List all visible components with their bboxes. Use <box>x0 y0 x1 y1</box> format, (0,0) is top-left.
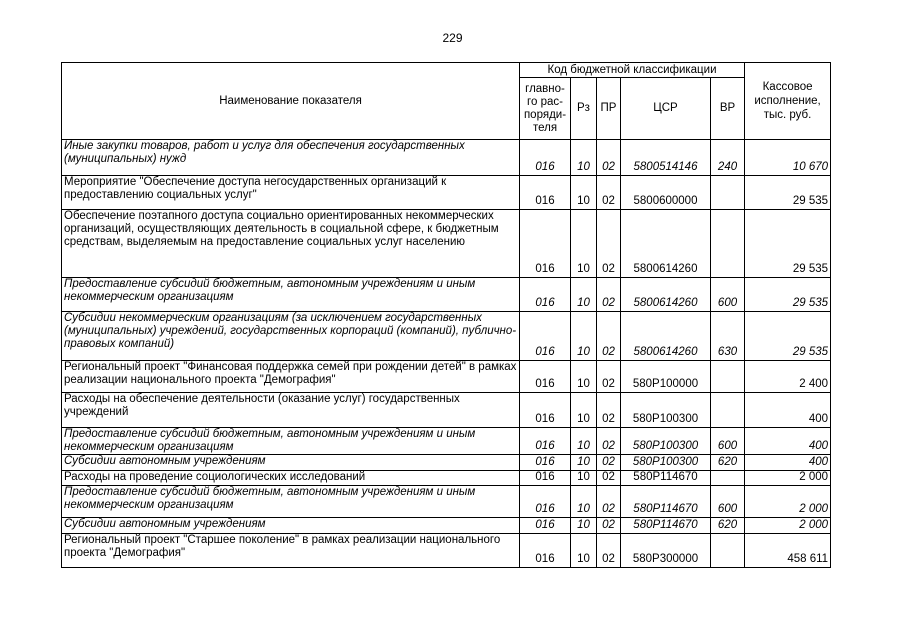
row-rz: 10 <box>571 210 597 278</box>
table-row <box>62 534 831 568</box>
row-pr: 02 <box>597 455 621 471</box>
table-row <box>62 210 831 278</box>
header-budget-code: Код бюджетной классификации <box>520 63 745 78</box>
page-number: 229 <box>442 31 463 45</box>
row-sum: 29 535 <box>745 278 831 312</box>
row-vr <box>711 210 745 278</box>
row-pr: 02 <box>597 278 621 312</box>
row-glavn: 016 <box>520 312 571 361</box>
row-name: Мероприятие "Обеспечение доступа негосударственных организаций к предоставлению социальных услуг" <box>62 176 520 210</box>
table-row <box>62 428 831 455</box>
row-vr: 630 <box>711 312 745 361</box>
row-pr: 02 <box>597 176 621 210</box>
table-body <box>62 140 831 568</box>
row-pr: 02 <box>597 534 621 568</box>
row-vr: 600 <box>711 278 745 312</box>
row-name: Региональный проект "Финансовая поддержка семей при рождении детей" в рамках реализации национального проекта "Демография" <box>62 361 520 393</box>
row-sum: 2 000 <box>745 471 831 486</box>
table-row <box>62 455 831 471</box>
row-rz: 10 <box>571 471 597 486</box>
row-vr: 620 <box>711 518 745 534</box>
row-csr: 580P100300 <box>621 428 711 455</box>
row-vr: 240 <box>711 140 745 176</box>
row-name: Предоставление субсидий бюджетным, автономным учреждениям и иным некоммерческим организациям <box>62 486 520 518</box>
row-glavn: 016 <box>520 486 571 518</box>
row-glavn: 016 <box>520 471 571 486</box>
row-glavn: 016 <box>520 140 571 176</box>
row-vr <box>711 393 745 428</box>
row-glavn: 016 <box>520 176 571 210</box>
row-rz: 10 <box>571 455 597 471</box>
row-glavn: 016 <box>520 210 571 278</box>
row-csr: 580P100300 <box>621 455 711 471</box>
row-vr <box>711 471 745 486</box>
row-rz: 10 <box>571 312 597 361</box>
row-vr <box>711 176 745 210</box>
row-pr: 02 <box>597 210 621 278</box>
row-name: Расходы на проведение социологических исследований <box>62 471 520 486</box>
header-glavn: главно- го рас- поряди- теля <box>520 78 571 140</box>
table-row <box>62 278 831 312</box>
row-name: Региональный проект "Старшее поколение" в рамках реализации национального проекта "Демография" <box>62 534 520 568</box>
table-row <box>62 518 831 534</box>
row-sum: 2 400 <box>745 361 831 393</box>
row-sum: 10 670 <box>745 140 831 176</box>
row-rz: 10 <box>571 176 597 210</box>
header-sum: Кассовое исполнение, тыс. руб. <box>745 63 831 140</box>
row-pr: 02 <box>597 361 621 393</box>
row-csr: 580P100000 <box>621 361 711 393</box>
row-csr: 580P114670 <box>621 518 711 534</box>
row-name: Обеспечение поэтапного доступа социально ориентированных некоммерческих организаций, осуществляющих деятельность в социальной сфере, к бюджетным средствам, выделяемым на предоставление социальных услуг населению <box>62 210 520 278</box>
row-pr: 02 <box>597 428 621 455</box>
row-vr: 620 <box>711 455 745 471</box>
row-glavn: 016 <box>520 455 571 471</box>
row-sum: 400 <box>745 428 831 455</box>
row-vr <box>711 361 745 393</box>
header-rz: Рз <box>571 78 597 140</box>
row-glavn: 016 <box>520 393 571 428</box>
row-rz: 10 <box>571 361 597 393</box>
row-pr: 02 <box>597 140 621 176</box>
row-sum: 2 000 <box>745 518 831 534</box>
row-pr: 02 <box>597 471 621 486</box>
table-row <box>62 312 831 361</box>
table-row <box>62 361 831 393</box>
row-sum: 400 <box>745 393 831 428</box>
row-name: Субсидии автономным учреждениям <box>62 518 520 534</box>
row-rz: 10 <box>571 278 597 312</box>
row-name: Предоставление субсидий бюджетным, автономным учреждениям и иным некоммерческим организациям <box>62 428 520 455</box>
table-row <box>62 140 831 176</box>
row-pr: 02 <box>597 486 621 518</box>
header-name: Наименование показателя <box>62 63 520 140</box>
row-csr: 580P300000 <box>621 534 711 568</box>
row-rz: 10 <box>571 428 597 455</box>
row-pr: 02 <box>597 518 621 534</box>
row-csr: 5800614260 <box>621 312 711 361</box>
row-sum: 29 535 <box>745 176 831 210</box>
header-pr: ПР <box>597 78 621 140</box>
row-glavn: 016 <box>520 278 571 312</box>
row-csr: 5800614260 <box>621 278 711 312</box>
table-row <box>62 486 831 518</box>
header-vr: ВР <box>711 78 745 140</box>
row-rz: 10 <box>571 140 597 176</box>
row-vr <box>711 534 745 568</box>
row-sum: 29 535 <box>745 210 831 278</box>
table-row <box>62 471 831 486</box>
table-row <box>62 393 831 428</box>
row-pr: 02 <box>597 393 621 428</box>
row-csr: 580P100300 <box>621 393 711 428</box>
row-glavn: 016 <box>520 361 571 393</box>
row-name: Субсидии некоммерческим организациям (за исключением государственных (муниципальных) учреждений, государственных корпораций (компаний), публично-правовых компаний) <box>62 312 520 361</box>
row-name: Предоставление субсидий бюджетным, автономным учреждениям и иным некоммерческим организациям <box>62 278 520 312</box>
row-csr: 5800614260 <box>621 210 711 278</box>
row-rz: 10 <box>571 534 597 568</box>
row-name: Расходы на обеспечение деятельности (оказание услуг) государственных учреждений <box>62 393 520 428</box>
header-csr: ЦСР <box>621 78 711 140</box>
row-sum: 2 000 <box>745 486 831 518</box>
row-sum: 400 <box>745 455 831 471</box>
row-glavn: 016 <box>520 428 571 455</box>
row-rz: 10 <box>571 486 597 518</box>
row-sum: 29 535 <box>745 312 831 361</box>
row-vr: 600 <box>711 486 745 518</box>
row-sum: 458 611 <box>745 534 831 568</box>
row-csr: 580P114670 <box>621 486 711 518</box>
row-csr: 5800514146 <box>621 140 711 176</box>
row-pr: 02 <box>597 312 621 361</box>
table-row <box>62 176 831 210</box>
row-rz: 10 <box>571 518 597 534</box>
budget-table <box>61 62 831 568</box>
row-name: Иные закупки товаров, работ и услуг для обеспечения государственных (муниципальных) нужд <box>62 140 520 176</box>
row-name: Субсидии автономным учреждениям <box>62 455 520 471</box>
row-vr: 600 <box>711 428 745 455</box>
row-glavn: 016 <box>520 518 571 534</box>
row-glavn: 016 <box>520 534 571 568</box>
row-csr: 580P114670 <box>621 471 711 486</box>
row-csr: 5800600000 <box>621 176 711 210</box>
row-rz: 10 <box>571 393 597 428</box>
